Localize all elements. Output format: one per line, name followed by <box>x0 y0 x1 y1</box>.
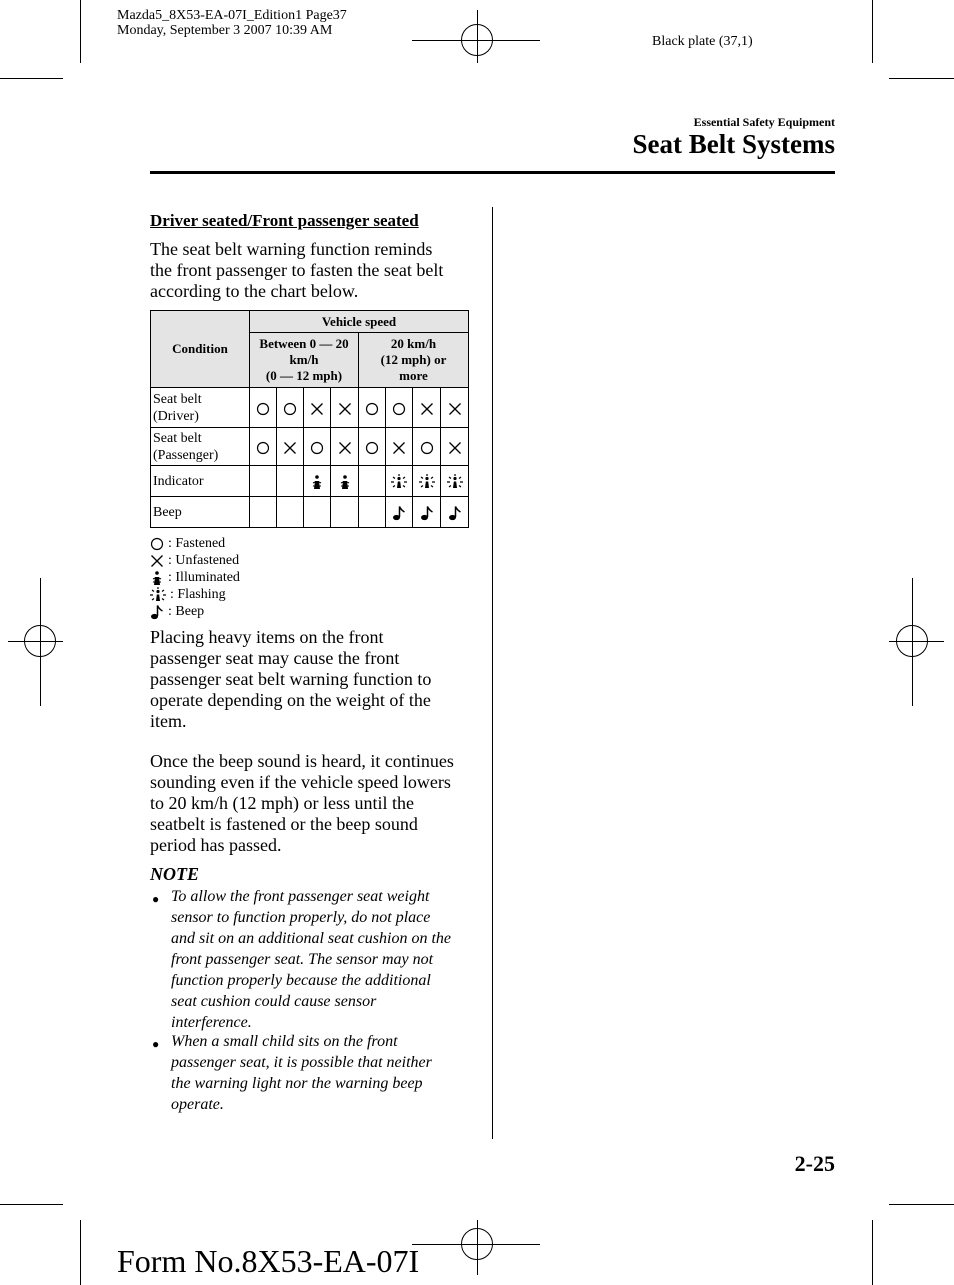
paragraph-heavy-items <box>150 627 475 732</box>
label-line: (Driver) <box>153 408 199 424</box>
table-cell <box>441 428 469 466</box>
crop-mark <box>0 1204 63 1205</box>
legend-text: : Fastened <box>168 536 226 551</box>
text-line: item. <box>150 711 187 731</box>
table-cell <box>331 388 359 428</box>
flashing-icon <box>447 472 463 487</box>
date-line: Monday, September 3 2007 10:39 AM <box>117 23 333 38</box>
header-line: km/h <box>289 352 319 367</box>
fastened-icon <box>420 438 434 453</box>
text-line: period has passed. <box>150 835 282 855</box>
beep-icon <box>420 503 434 518</box>
page-number: 2-25 <box>794 1151 835 1176</box>
row-label-indicator: Indicator <box>151 466 250 497</box>
title-rule <box>150 171 835 174</box>
text-line: To allow the front passenger seat weight <box>171 888 430 905</box>
bullet-icon: ● <box>152 1037 160 1051</box>
row-label-passenger <box>151 428 250 466</box>
text-line: the front passenger to fasten the seat belt <box>150 260 444 280</box>
table-cell <box>250 388 277 428</box>
vehicle-speed-header: Vehicle speed <box>250 311 469 333</box>
table-cell <box>331 428 359 466</box>
fastened-icon <box>283 399 297 414</box>
table-cell <box>250 466 277 497</box>
table-cell <box>250 428 277 466</box>
crop-mark <box>889 78 954 79</box>
table-cell <box>359 428 386 466</box>
text-line: function properly because the additional <box>171 972 431 989</box>
illuminated-icon <box>338 472 352 487</box>
table-row <box>151 388 469 428</box>
crop-mark <box>889 1204 954 1205</box>
row-label-beep: Beep <box>151 497 250 528</box>
table-cell <box>304 388 331 428</box>
flashing-icon <box>391 472 407 487</box>
table-cell <box>413 466 441 497</box>
file-line: Mazda5_8X53-EA-07I_Edition1 Page37 <box>117 8 347 23</box>
header-line: (12 mph) or <box>380 352 447 367</box>
table-cell <box>413 388 441 428</box>
row-label-driver <box>151 388 250 428</box>
text-line: Placing heavy items on the front <box>150 627 384 647</box>
fastened-icon <box>150 536 164 551</box>
table-cell <box>441 497 469 528</box>
fastened-icon <box>392 399 406 414</box>
text-line: the warning light nor the warning beep <box>171 1075 423 1092</box>
table-cell <box>441 388 469 428</box>
unfastened-icon <box>338 438 352 453</box>
table-row <box>151 497 469 528</box>
page-title: Seat Belt Systems <box>632 129 835 159</box>
text-line: seatbelt is fastened or the beep sound <box>150 814 418 834</box>
bullet-icon: ● <box>152 892 160 906</box>
table-cell <box>304 466 331 497</box>
label-line: Seat belt <box>153 430 202 446</box>
fastened-icon <box>256 438 270 453</box>
form-number: Form No.8X53-EA-07I <box>117 1243 420 1279</box>
unfastened-icon <box>310 399 324 414</box>
unfastened-icon <box>338 399 352 414</box>
table-cell <box>304 428 331 466</box>
table-cell <box>277 497 304 528</box>
text-line: to 20 km/h (12 mph) or less until the <box>150 793 414 813</box>
table-cell <box>386 466 413 497</box>
unfastened-icon <box>420 399 434 414</box>
symbol-legend <box>150 535 240 620</box>
unfastened-icon <box>392 438 406 453</box>
text-line: operate depending on the weight of the <box>150 690 431 710</box>
table-cell <box>359 497 386 528</box>
note-item <box>171 886 471 1033</box>
illuminated-icon <box>310 472 324 487</box>
text-line: sounding even if the vehicle speed lowers <box>150 772 451 792</box>
fastened-icon <box>310 438 324 453</box>
text-line: The seat belt warning function reminds <box>150 239 433 259</box>
condition-header: Condition <box>151 311 250 388</box>
text-line: sensor to function properly, do not place <box>171 909 431 926</box>
table-cell <box>386 497 413 528</box>
crop-mark <box>80 1220 81 1285</box>
subheading: Driver seated/Front passenger seated <box>150 211 419 230</box>
beep-icon <box>150 604 164 619</box>
table-cell <box>441 466 469 497</box>
table-cell <box>413 497 441 528</box>
text-line: When a small child sits on the front <box>171 1033 398 1050</box>
header-line: (0 — 12 mph) <box>265 368 343 383</box>
speed-low-header <box>250 333 359 388</box>
label-line: (Passenger) <box>153 447 219 463</box>
intro-text <box>150 239 475 302</box>
legend-item <box>150 603 240 620</box>
unfastened-icon <box>283 438 297 453</box>
text-line: interference. <box>171 1014 252 1031</box>
fastened-icon <box>256 399 270 414</box>
plate-label: Black plate (37,1) <box>652 34 753 49</box>
legend-text: : Unfastened <box>168 553 240 568</box>
table-cell <box>413 428 441 466</box>
text-line: passenger seat may cause the front <box>150 648 400 668</box>
table-cell <box>250 497 277 528</box>
legend-text: : Beep <box>168 604 205 619</box>
crop-mark <box>872 1220 873 1285</box>
unfastened-icon <box>448 438 462 453</box>
unfastened-icon <box>448 399 462 414</box>
table-cell <box>331 497 359 528</box>
text-line: passenger seat belt warning function to <box>150 669 432 689</box>
table-row <box>151 466 469 497</box>
note-item <box>171 1031 471 1115</box>
text-line: and sit on an additional seat cushion on the <box>171 930 451 947</box>
table-cell <box>277 388 304 428</box>
table-cell <box>386 388 413 428</box>
legend-item <box>150 569 240 586</box>
flashing-icon <box>150 587 166 602</box>
legend-item <box>150 552 240 569</box>
text-line: according to the chart below. <box>150 281 359 301</box>
table-row <box>151 428 469 466</box>
table-cell <box>277 466 304 497</box>
table-cell <box>386 428 413 466</box>
crop-mark <box>0 78 63 79</box>
header-line: 20 km/h <box>390 336 437 351</box>
paragraph-beep <box>150 751 475 856</box>
flashing-icon <box>419 472 435 487</box>
table-cell <box>359 466 386 497</box>
fastened-icon <box>365 438 379 453</box>
text-line: operate. <box>171 1096 224 1113</box>
legend-item <box>150 535 240 552</box>
legend-item <box>150 586 240 603</box>
beep-icon <box>392 503 406 518</box>
table-cell <box>331 466 359 497</box>
crop-mark <box>80 0 81 63</box>
column-divider <box>492 207 493 1139</box>
table-cell <box>304 497 331 528</box>
section-label: Essential Safety Equipment <box>693 115 835 129</box>
print-header <box>117 8 347 38</box>
text-line: front passenger seat. The sensor may not <box>171 951 434 968</box>
label-line: Seat belt <box>153 391 202 407</box>
unfastened-icon <box>150 553 164 568</box>
text-line: Once the beep sound is heard, it continues <box>150 751 454 771</box>
text-line: passenger seat, it is possible that neither <box>171 1054 432 1071</box>
header-line: more <box>399 368 428 383</box>
beep-icon <box>448 503 462 518</box>
text-line: seat cushion could cause sensor <box>171 993 377 1010</box>
table-cell <box>359 388 386 428</box>
legend-text: : Illuminated <box>168 570 240 585</box>
note-heading: NOTE <box>150 864 199 884</box>
fastened-icon <box>365 399 379 414</box>
crop-mark <box>872 0 873 63</box>
seat-belt-warning-table <box>150 310 469 528</box>
legend-text: : Flashing <box>170 587 226 602</box>
header-line: Between 0 — 20 <box>259 336 349 351</box>
table-cell <box>277 428 304 466</box>
illuminated-icon <box>150 570 164 585</box>
speed-high-header <box>359 333 469 388</box>
